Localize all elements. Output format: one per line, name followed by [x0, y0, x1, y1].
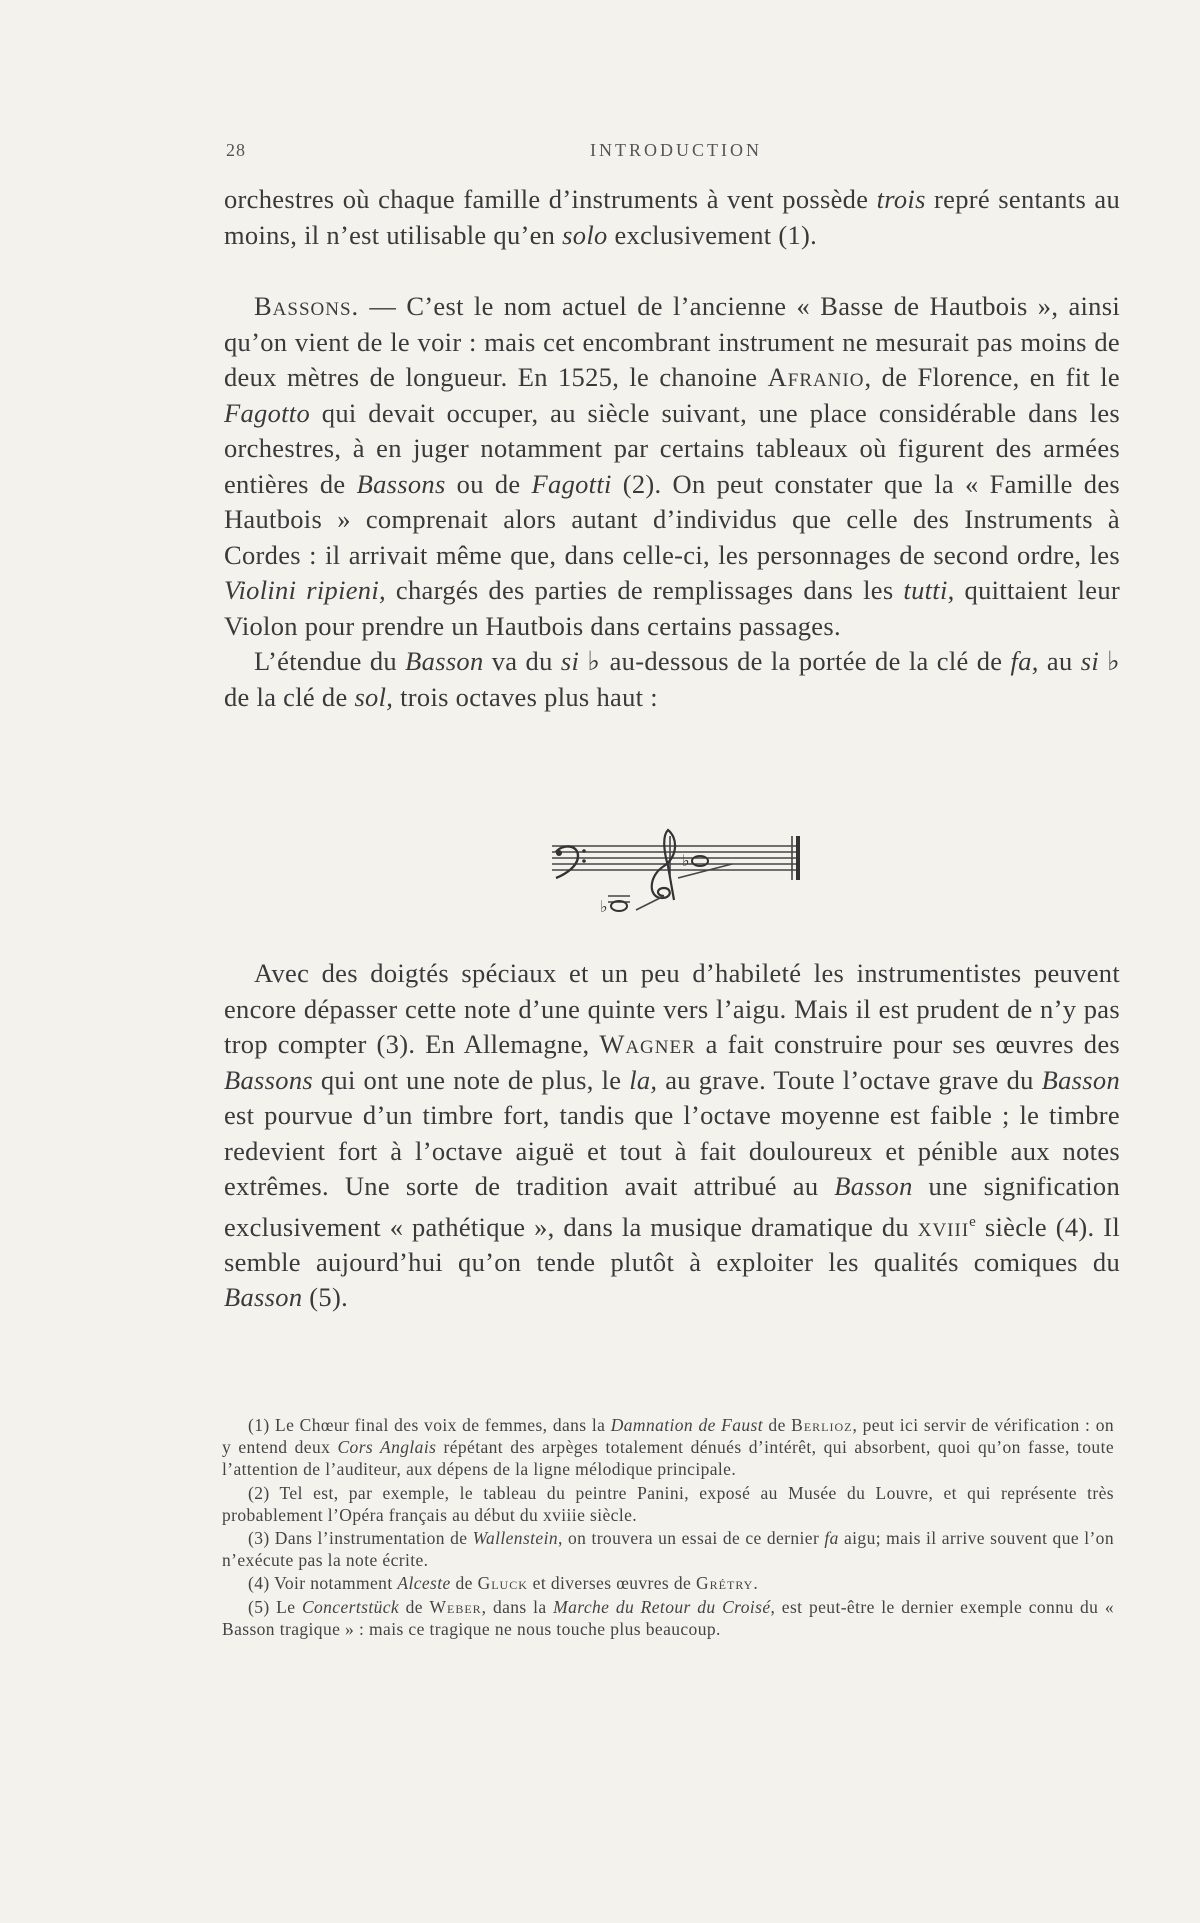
italic-run: Bassons	[224, 1064, 313, 1095]
italic-run: Damnation de Faust	[610, 1415, 764, 1435]
italic-run: Basson	[405, 646, 484, 676]
italic-run: Marche du Retour du Croisé	[553, 1596, 771, 1617]
text-run: chargés des parties de remplissages dans les	[385, 575, 904, 605]
text-run: orchestres où chaque famille d’instruments à vent possède	[224, 184, 877, 214]
low-b-flat-note	[600, 896, 630, 916]
italic-run: si	[1080, 646, 1099, 676]
text-run: exclusivement (1).	[607, 219, 818, 250]
italic-run: Violini ripieni,	[224, 575, 386, 605]
text-run: Avec des doigtés spéciaux et un peu d’habileté les instrumentistes peuvent encore dépasser cette note d’une quinte vers l’aigu. Mais il est prudent de n’y pas trop compter (3). En Allemagne,	[224, 958, 1120, 1059]
text-run: trois octaves plus haut :	[393, 681, 658, 712]
person-name: Weber	[429, 1596, 482, 1617]
text-run: L’étendue du	[254, 646, 406, 676]
paragraph-1	[224, 182, 1120, 253]
italic-run: Fagotto	[224, 397, 311, 428]
treble-clef-icon	[652, 830, 675, 900]
text-run: est pourvue d’un timbre fort, tandis que l’octave moyenne est faible ; le timbre redevient fort à l’octave aiguë et tout à fait douloureux et pénible aux notes extrêmes. Une sorte de tradition avait attribué au	[224, 1100, 1120, 1201]
footnote-2: (2) Tel est, par exemple, le tableau du peintre Panini, exposé au Musée du Louvre, et qui représente très probablement l’Opéra français au début du xviiie siècle.	[222, 1482, 1114, 1525]
text-run: aigu; mais il arrive souvent que l’on n’exécute pas la note écrite.	[222, 1528, 1114, 1571]
paragraph-doigtes	[224, 956, 1120, 1316]
text-run: et diverses œuvres de	[527, 1573, 697, 1594]
text-run: qui ont une note de plus, le	[312, 1064, 630, 1095]
person-name: Gluck	[477, 1573, 528, 1594]
text-run: de	[399, 1596, 430, 1617]
text-run: (4) Voir notamment	[248, 1573, 398, 1594]
text-run: (3) Dans l’instrumentation de	[248, 1528, 473, 1549]
footnote-5	[222, 1596, 1114, 1640]
text-run: au	[1038, 646, 1081, 676]
staff-lines	[552, 846, 800, 870]
text-run: a fait construire pour ses œuvres des	[695, 1029, 1121, 1059]
text-run: (5) Le	[248, 1596, 302, 1617]
century-numeral: xviii	[917, 1211, 970, 1242]
italic-run: Basson	[224, 1282, 303, 1313]
page-number: 28	[226, 140, 246, 160]
text-run: repré sentants au moins, il n’est utilisable qu’en	[224, 184, 1120, 250]
text-run: de	[450, 1573, 478, 1594]
svg-text:♭: ♭	[600, 897, 608, 916]
text-run: , est peut-être le dernier exemple connu du « Basson tragique » : mais ce tragique ne nous touche plus beaucoup.	[222, 1596, 1115, 1639]
italic-run: Fagotti	[531, 468, 612, 499]
main-text-continued	[224, 956, 1120, 1316]
footnote-4	[222, 1572, 1114, 1594]
person-name: Afranio	[767, 362, 865, 392]
superscript: e	[969, 1213, 977, 1230]
bass-clef-icon	[556, 846, 586, 878]
italic-run: tutti,	[903, 575, 955, 605]
person-name: Grétry	[696, 1573, 754, 1594]
text-run: ♭ au-dessous de la portée de la clé de	[579, 646, 1011, 676]
footnote-3	[222, 1527, 1114, 1571]
text-run: de	[763, 1415, 792, 1435]
italic-run: Concertstück	[301, 1596, 400, 1617]
italic-run: sol,	[354, 681, 394, 712]
italic-run: fa	[824, 1528, 839, 1549]
high-b-flat-note	[682, 851, 708, 870]
text-run: quittaient leur Violon pour prendre un Hautbois dans certains passages.	[224, 575, 1120, 641]
text-run: , on trouvera un essai de ce dernier	[558, 1528, 825, 1549]
paragraph-etendue	[224, 644, 1120, 715]
section-keyword: Bassons.	[254, 291, 360, 321]
italic-run: la,	[629, 1064, 658, 1095]
text-run: ou de	[445, 468, 532, 499]
italic-run: Basson	[1041, 1064, 1120, 1095]
text-run: , dans la	[481, 1596, 554, 1617]
music-staff-figure	[552, 822, 812, 922]
text-run: — C’est le nom actuel de l’ancienne « Basse de Hautbois », ainsi qu’on vient de le voir : mais cet encombrant instrument ne mesurait pas moins de deux mètres de longueur. En 1525, le chanoine	[224, 291, 1120, 392]
italic-run: trois	[876, 184, 926, 214]
range-arrow-low	[636, 896, 664, 910]
footnotes	[222, 1414, 1114, 1641]
text-run: (5).	[302, 1282, 349, 1313]
italic-run: solo	[562, 219, 608, 250]
italic-run: Basson	[834, 1171, 913, 1201]
italic-run: Cors Anglais	[337, 1437, 437, 1458]
text-run: , de Florence, en fit le	[864, 362, 1120, 392]
footnote-1	[222, 1414, 1114, 1481]
person-name: Berlioz	[791, 1415, 853, 1435]
text-run: (2). On peut constater que la « Famille des Hautbois » comprenait alors autant d’individus que celle des Instruments à Cordes : il arrivait même que, dans celle-ci, les personnages de second ordre, les	[224, 468, 1120, 570]
text-run: .	[753, 1573, 759, 1594]
text-run: au grave. Toute l’octave grave du	[657, 1064, 1042, 1095]
main-text	[224, 182, 1120, 715]
italic-run: Wallenstein	[472, 1528, 558, 1549]
italic-run: Bassons	[356, 468, 446, 499]
person-name: Wagner	[599, 1029, 696, 1059]
text-run: va du	[483, 646, 561, 676]
italic-run: Alceste	[397, 1573, 451, 1594]
running-title: INTRODUCTION	[590, 140, 762, 160]
italic-run: fa,	[1010, 646, 1039, 676]
text-run: , peut ici servir de vérification : on y entend deux	[222, 1415, 1114, 1458]
svg-text:♭: ♭	[682, 851, 690, 870]
paragraph-bassons	[224, 289, 1120, 644]
music-staff-svg	[552, 822, 812, 922]
text-run: répétant des arpèges totalement dénués d’intérêt, qui absorbent, quoi qu’on fasse, toute l’attention de l’auditeur, aux dépens de la ligne mélodique principale.	[222, 1437, 1114, 1480]
text-run: une signification exclusivement « pathétique », dans la musique dramatique du	[224, 1171, 1120, 1242]
text-run: qui devait occuper, au siècle suivant, une place considérable dans les orchestres, à en juger notamment par certains tableaux où figurent des armées entières de	[224, 397, 1120, 499]
italic-run: si	[560, 646, 580, 676]
text-run: (1) Le Chœur final des voix de femmes, dans la	[248, 1415, 611, 1435]
text-run: siècle (4). Il semble aujourd’hui qu’on tende plutôt à exploiter les qualités comiques du	[224, 1211, 1120, 1277]
text-run: ♭ de la clé de	[224, 646, 1120, 712]
